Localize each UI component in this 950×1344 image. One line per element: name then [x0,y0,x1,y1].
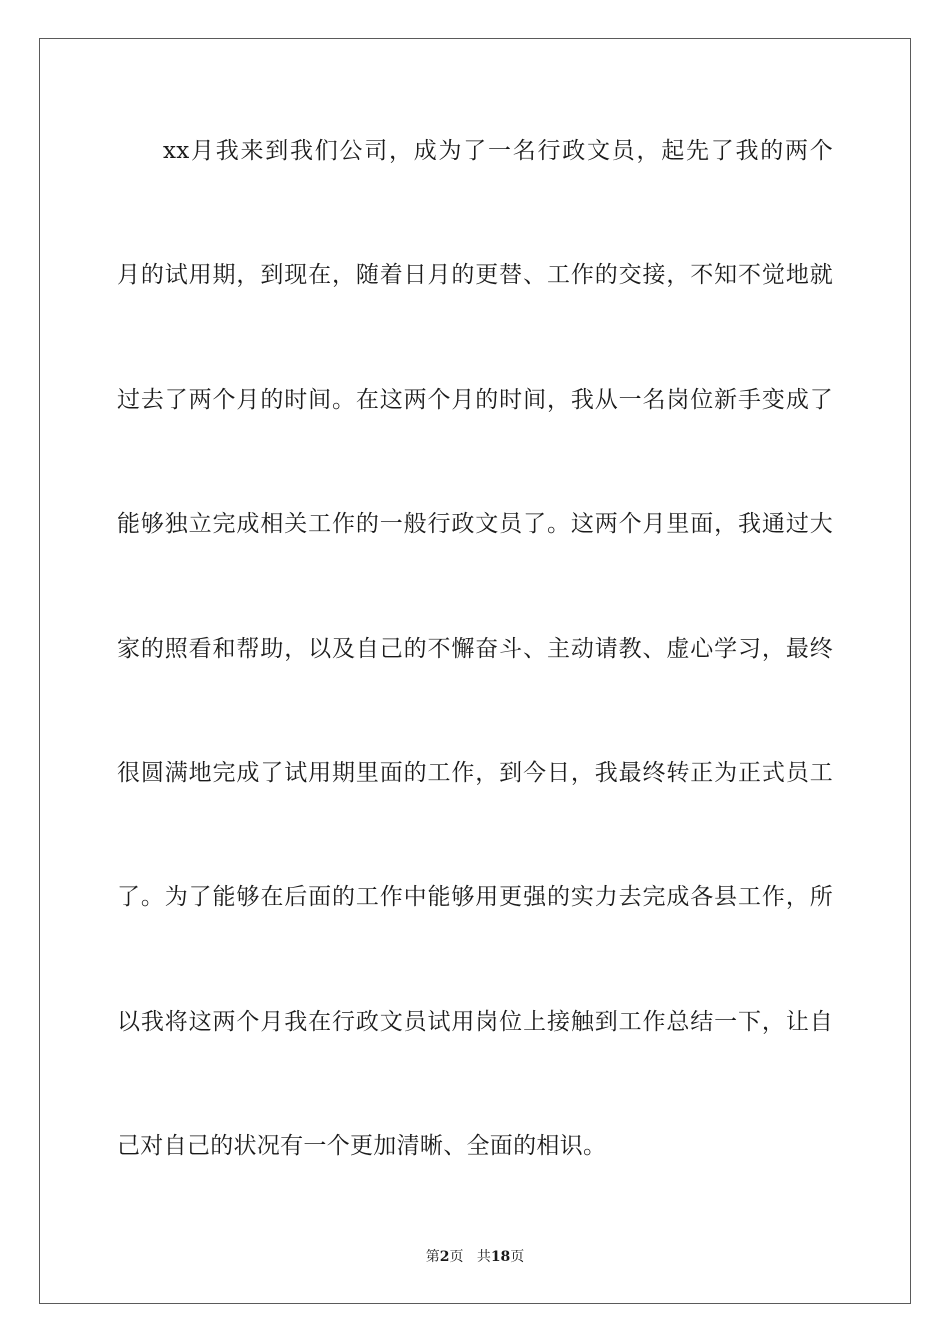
page-footer [0,1247,950,1267]
paragraph-line: 家的照看和帮助，以及自己的不懈奋斗、主动请教、虚心学习，最终 [117,635,833,662]
paragraph-line: 月的试用期，到现在，随着日月的更替、工作的交接，不知不觉地就 [117,262,833,289]
paragraph-line: 了。为了能够在后面的工作中能够用更强的实力去完成各县工作，所 [117,884,833,911]
paragraph-line: 很圆满地完成了试用期里面的工作，到今日，我最终转正为正式员工 [117,759,833,786]
body-paragraph [117,128,833,1248]
paragraph-line: 过去了两个月的时间。在这两个月的时间，我从一名岗位新手变成了 [117,386,833,413]
paragraph-line: 以我将这两个月我在行政文员试用岗位上接触到工作总结一下，让自 [117,1008,833,1035]
paragraph-line-last: 己对自己的状况有一个更加清晰、全面的相识。 [117,1133,607,1160]
paragraph-line: xx月我来到我们公司，成为了一名行政文员，起先了我的两个 [163,138,833,164]
paragraph-line: 能够独立完成相关工作的一般行政文员了。这两个月里面，我通过大 [117,511,833,538]
page-suffix: 页 [449,1249,464,1265]
page-number: 2 [439,1249,450,1265]
total-pages: 18 [490,1249,511,1265]
total-suffix: 页 [510,1249,525,1265]
total-prefix: 共 [476,1249,491,1265]
page-prefix: 第 [425,1249,440,1265]
